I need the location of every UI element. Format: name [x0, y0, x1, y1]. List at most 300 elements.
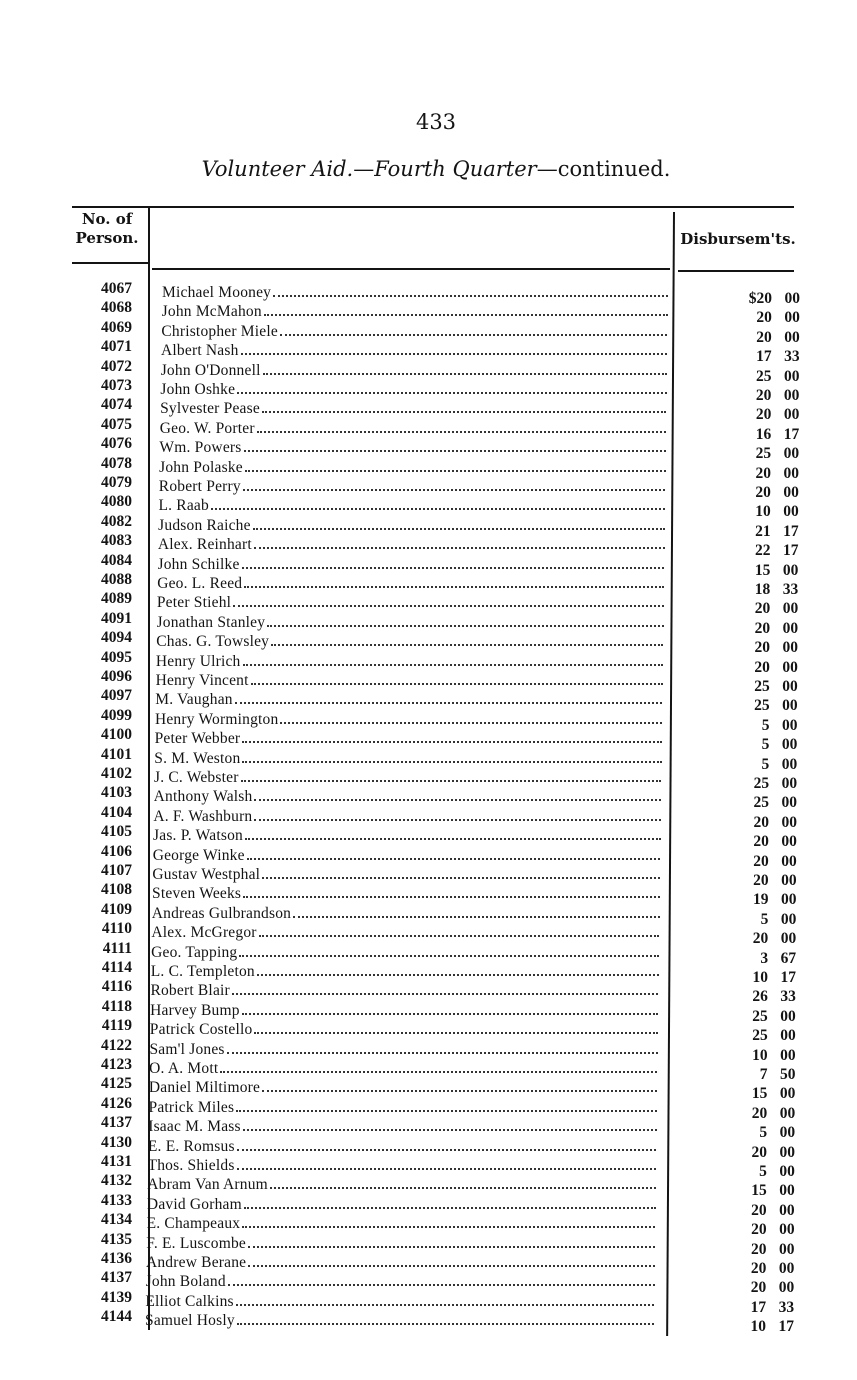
page-title: [0, 157, 857, 181]
amount-cents: 00: [784, 290, 800, 307]
person-number: 4079: [101, 474, 132, 491]
person-name: John Polaske: [159, 458, 243, 476]
dot-leader: [253, 528, 665, 530]
person-name: George Winke: [152, 846, 245, 864]
person-name: Alex. Reinhart: [157, 536, 252, 554]
amount-cents: 50: [779, 1066, 796, 1083]
amount-cents: 00: [781, 736, 798, 754]
person-number: 4110: [101, 920, 132, 938]
person-name-row: [155, 730, 662, 748]
person-name-row: [158, 556, 665, 574]
person-number: 4116: [101, 978, 132, 996]
disbursement-amount: [713, 1124, 795, 1142]
disbursement-amount: [713, 1144, 795, 1162]
dot-leader: [243, 1129, 657, 1131]
person-number: 4122: [101, 1036, 132, 1054]
amount-cents: 17: [778, 1318, 794, 1336]
title-dash-2: —: [536, 157, 558, 181]
person-number: 4074: [101, 396, 132, 414]
disbursement-amount: [715, 736, 797, 754]
person-name: John Schilke: [157, 555, 240, 573]
person-number: 4119: [101, 1017, 132, 1035]
column-header-line-2: Person.: [75, 229, 139, 247]
amount-cents: 00: [782, 658, 798, 676]
disbursement-amount: [714, 911, 796, 929]
dot-leader: [220, 1071, 657, 1073]
dot-leader: [242, 1013, 659, 1015]
amount-dollars: 10: [750, 1318, 766, 1336]
amount-cents: 00: [781, 775, 798, 792]
amount-cents: 00: [782, 678, 798, 695]
dot-leader: [254, 799, 661, 801]
person-number: 4130: [101, 1133, 132, 1151]
person-name-row: [152, 905, 660, 923]
amount-cents: 00: [783, 445, 800, 463]
amount-dollars: 20: [754, 619, 771, 637]
dot-leader: [271, 644, 663, 646]
person-name: Abram Van Arnum: [147, 1176, 268, 1194]
person-number: 4123: [101, 1056, 132, 1073]
dot-leader: [242, 741, 662, 743]
disbursement-amount: [713, 1163, 795, 1181]
person-name: Jonathan Stanley: [156, 613, 266, 631]
person-number: 4131: [101, 1153, 132, 1170]
person-name: John O'Donnell: [160, 361, 261, 379]
dot-leader: [247, 858, 661, 860]
dot-leader: [254, 819, 660, 821]
person-name: Henry Ulrich: [155, 652, 241, 670]
person-name: Geo. Tapping: [151, 943, 238, 961]
amount-dollars: 20: [756, 328, 772, 346]
person-name-row: [159, 439, 665, 457]
dot-leader: [232, 993, 659, 995]
person-name: M. Vaughan: [155, 691, 233, 709]
person-name-row: [152, 866, 660, 884]
person-name-row: [154, 750, 661, 768]
disbursement-amount: [714, 969, 796, 987]
dot-leader: [237, 1168, 657, 1170]
person-name: Patrick Miles: [148, 1098, 235, 1116]
amount-cents: 17: [780, 969, 797, 986]
amount-cents: 00: [782, 619, 799, 637]
person-name: John Oshke: [160, 381, 236, 398]
person-number: 4100: [101, 726, 132, 744]
header-bottom-rule-right: [678, 270, 794, 272]
disbursement-amount: [715, 794, 797, 812]
amount-dollars: 5: [761, 755, 770, 773]
amount-dollars: 20: [751, 1201, 767, 1219]
amount-dollars: 25: [752, 1007, 768, 1025]
amount-dollars: 20: [751, 1143, 768, 1161]
person-name: Peter Stiehl: [156, 594, 232, 612]
person-name-row: [156, 672, 663, 690]
amount-dollars: 5: [760, 910, 769, 928]
person-number: 4105: [101, 823, 132, 841]
amount-cents: 00: [778, 1240, 795, 1258]
person-name: Robert Blair: [150, 982, 230, 1000]
dot-leader: [241, 780, 662, 782]
person-number: 4078: [101, 454, 132, 472]
disbursement-amount: [717, 484, 799, 502]
page-number: 433: [415, 110, 457, 134]
dot-leader: [236, 1110, 657, 1112]
person-name: Albert Nash: [161, 342, 239, 360]
person-name: Samuel Hosly: [145, 1312, 235, 1330]
person-name-row: [153, 808, 661, 826]
person-number: 4108: [101, 881, 132, 899]
person-name: Michael Mooney: [162, 284, 272, 301]
person-name-row: [146, 1273, 655, 1291]
disbursement-amount: [713, 1105, 795, 1123]
person-name-row: [150, 1002, 658, 1020]
amount-cents: 67: [780, 949, 797, 967]
amount-cents: 00: [779, 1085, 796, 1103]
person-name-row: [145, 1312, 654, 1330]
person-name: S. M. Weston: [154, 749, 241, 767]
amount-dollars: 17: [756, 348, 772, 366]
amount-cents: 00: [784, 328, 800, 346]
disbursement-amount: [714, 891, 796, 909]
person-name: John McMahon: [161, 303, 262, 321]
header-bottom-rule-left: [72, 262, 148, 264]
amount-cents: 00: [779, 1143, 796, 1161]
amount-cents: 00: [783, 484, 799, 501]
amount-cents: 00: [780, 1027, 796, 1045]
disbursement-amount: [718, 329, 800, 347]
dot-leader: [254, 547, 665, 549]
amount-dollars: 20: [750, 1260, 767, 1277]
person-name-row: [160, 420, 666, 438]
person-number: 4107: [101, 862, 132, 879]
amount-cents: 17: [783, 522, 799, 540]
amount-dollars: 20: [754, 600, 771, 618]
amount-cents: 00: [780, 1046, 796, 1064]
disbursement-amount: [713, 1182, 795, 1200]
person-name: Judson Raiche: [158, 516, 251, 534]
person-name-row: [158, 497, 665, 515]
person-name: O. A. Mott: [149, 1060, 219, 1077]
amount-dollars: 5: [761, 716, 770, 734]
person-name-row: [148, 1157, 657, 1175]
dot-leader: [237, 1149, 657, 1151]
amount-cents: 00: [782, 716, 798, 734]
disbursement-amount: [713, 1202, 795, 1220]
person-number: 4083: [101, 532, 132, 550]
person-number: 4096: [101, 668, 132, 685]
amount-dollars: $20: [748, 290, 772, 307]
person-name: L. Raab: [158, 497, 209, 515]
person-name-row: [151, 944, 659, 962]
amount-dollars: 20: [755, 387, 772, 404]
dot-leader: [245, 470, 666, 472]
dot-leader: [262, 1090, 657, 1092]
person-number: 4137: [101, 1269, 132, 1287]
person-name-row: [159, 478, 666, 496]
disbursement-amount: [716, 639, 798, 657]
person-name: Andreas Gulbrandson: [151, 904, 292, 922]
person-name: John Boland: [145, 1273, 226, 1291]
amount-cents: 00: [779, 1163, 795, 1180]
disbursement-amount: [718, 309, 800, 327]
person-number: 4103: [101, 784, 132, 802]
amount-cents: 00: [781, 852, 797, 870]
amount-dollars: 20: [750, 1240, 767, 1258]
amount-dollars: 20: [754, 639, 770, 657]
disbursement-amount: [717, 465, 799, 483]
amount-dollars: 20: [751, 1104, 768, 1122]
person-name-row: [147, 1215, 656, 1233]
dot-leader: [236, 1304, 654, 1306]
person-name: Christopher Miele: [161, 322, 278, 340]
person-name-row: [151, 963, 659, 981]
person-name-row: [159, 459, 666, 477]
disbursement-amount: [716, 717, 798, 735]
disbursement-amount: [716, 620, 798, 638]
person-name-row: [153, 827, 661, 845]
dot-leader: [262, 877, 660, 879]
person-number: 4088: [101, 571, 132, 588]
amount-cents: 00: [779, 1221, 795, 1239]
amount-dollars: 20: [755, 464, 771, 482]
person-name: Sam'l Jones: [149, 1040, 225, 1058]
dot-leader: [263, 373, 667, 375]
dot-leader: [251, 683, 663, 685]
person-name-row: [148, 1138, 656, 1156]
person-number: 4136: [101, 1250, 132, 1267]
amount-cents: 00: [783, 406, 800, 424]
person-number: 4133: [101, 1191, 132, 1209]
person-name-row: [145, 1293, 654, 1311]
amount-cents: 33: [778, 1298, 795, 1316]
person-name-row: [160, 381, 666, 399]
person-number: 4139: [101, 1288, 132, 1306]
amount-dollars: 25: [756, 367, 772, 385]
amount-dollars: 15: [754, 561, 771, 579]
person-number: 4075: [101, 415, 132, 433]
person-number: 4118: [101, 997, 132, 1015]
amount-dollars: 20: [753, 833, 769, 851]
dot-leader: [235, 702, 663, 704]
amount-cents: 00: [780, 891, 797, 909]
person-name: Gustav Westphal: [152, 866, 261, 883]
dot-leader: [241, 353, 668, 355]
disbursement-amount: [717, 503, 799, 521]
person-name-row: [150, 1021, 658, 1039]
person-name: Robert Perry: [158, 478, 241, 495]
disbursement-amount: [717, 445, 799, 463]
person-number: 4067: [101, 280, 132, 297]
disbursement-amount: [717, 406, 799, 424]
person-name-row: [156, 633, 663, 651]
person-number: 4080: [101, 493, 132, 511]
person-number: 4104: [101, 803, 132, 821]
person-name-row: [160, 400, 666, 418]
disbursement-amount: [715, 775, 797, 793]
amount-dollars: 10: [752, 969, 769, 986]
amount-dollars: 20: [755, 484, 771, 501]
column-header-person-number: [66, 210, 148, 248]
amount-dollars: 20: [752, 930, 769, 948]
person-number: 4082: [101, 512, 132, 530]
amount-cents: 00: [779, 1182, 795, 1200]
person-name-row: [157, 575, 664, 593]
dot-leader: [245, 838, 661, 840]
person-name: L. C. Templeton: [150, 963, 255, 980]
person-number: 4073: [101, 377, 132, 394]
person-number: 4097: [101, 687, 132, 705]
amount-cents: 00: [782, 697, 798, 715]
column-header-line-1: No. of: [81, 210, 133, 228]
dot-leader: [244, 1207, 656, 1209]
person-name-row: [154, 769, 661, 787]
person-number: 4069: [101, 318, 132, 336]
dot-leader: [237, 392, 667, 394]
person-name: Alex. McGregor: [151, 924, 257, 942]
amount-dollars: 20: [754, 658, 770, 676]
amount-cents: 00: [783, 464, 799, 482]
amount-cents: 17: [783, 542, 799, 560]
amount-cents: 00: [783, 387, 800, 404]
disbursement-amount: [716, 562, 798, 580]
person-name-row: [146, 1235, 655, 1253]
column-header-disbursements: Disbursem'ts.: [680, 230, 796, 248]
person-number: 4132: [101, 1172, 132, 1190]
amount-cents: 00: [780, 910, 797, 928]
dot-leader: [254, 1032, 657, 1034]
person-name-row: [147, 1196, 656, 1214]
disbursement-amount: [717, 426, 799, 444]
person-name: Peter Webber: [154, 730, 241, 748]
person-number: 4111: [102, 939, 132, 957]
title-dash-1: —: [353, 157, 375, 181]
amount-cents: 00: [781, 794, 798, 812]
disbursement-amount: [713, 1085, 795, 1103]
person-name: Harvey Bump: [150, 1001, 240, 1019]
person-name-row: [155, 691, 662, 709]
person-name-row: [153, 847, 661, 865]
disbursement-amount: [712, 1279, 794, 1297]
amount-dollars: 25: [752, 1027, 768, 1045]
disbursement-amount: [718, 368, 800, 386]
person-name: Thos. Shields: [147, 1157, 235, 1174]
amount-cents: 33: [782, 581, 799, 598]
person-number: 4072: [101, 357, 132, 375]
person-name: E. Champeaux: [146, 1215, 241, 1233]
dot-leader: [227, 1052, 658, 1054]
dot-leader: [242, 761, 661, 763]
disbursement-amount: [716, 581, 798, 599]
title-section: Volunteer Aid.: [201, 157, 354, 181]
amount-cents: 00: [781, 872, 797, 889]
disbursement-amount: [717, 542, 799, 560]
amount-dollars: 20: [751, 1221, 767, 1239]
person-name-row: [150, 982, 658, 1000]
amount-dollars: 22: [755, 542, 771, 560]
disbursement-amount: [714, 988, 796, 1006]
disbursement-amount: [715, 756, 797, 774]
person-name-row: [149, 1060, 657, 1078]
amount-cents: 00: [781, 833, 797, 851]
disbursement-amount: [716, 600, 798, 618]
person-name-row: [155, 711, 662, 729]
amount-dollars: 20: [750, 1279, 767, 1297]
amount-dollars: 26: [752, 988, 768, 1006]
amount-dollars: 15: [751, 1085, 768, 1103]
person-name-row: [161, 323, 667, 341]
dot-leader: [243, 664, 663, 666]
person-number: 4071: [101, 338, 132, 356]
person-number: 4125: [101, 1075, 132, 1093]
person-name-row: [152, 885, 660, 903]
person-name: Geo. W. Porter: [159, 419, 255, 437]
amount-cents: 33: [780, 988, 796, 1006]
person-number: 4114: [101, 959, 132, 976]
person-name: A. F. Washburn: [153, 807, 253, 825]
dot-leader: [211, 508, 665, 510]
person-name: Henry Vincent: [155, 672, 249, 689]
amount-cents: 00: [782, 600, 799, 618]
person-name: Patrick Costello: [149, 1021, 253, 1039]
disbursement-amount: [712, 1260, 794, 1278]
person-name-row: [154, 788, 661, 806]
dot-leader: [280, 334, 667, 336]
disbursement-amount: [714, 930, 796, 948]
amount-cents: 00: [784, 309, 800, 327]
amount-cents: 00: [782, 639, 798, 657]
amount-dollars: 25: [753, 794, 770, 812]
disbursement-amount: [715, 833, 797, 851]
amount-cents: 00: [781, 755, 798, 773]
person-name: J. C. Webster: [153, 769, 239, 786]
person-name: Andrew Berane: [145, 1254, 247, 1271]
disbursement-amount: [716, 697, 798, 715]
person-number: 4095: [101, 648, 132, 666]
amount-cents: 00: [781, 813, 797, 831]
disbursement-amount: [717, 387, 799, 405]
person-name: Geo. L. Reed: [157, 575, 243, 592]
dot-leader: [257, 431, 666, 433]
person-number: 4076: [101, 435, 132, 453]
dot-leader: [293, 916, 659, 918]
person-name: Sylvester Pease: [160, 400, 260, 418]
amount-cents: 00: [784, 367, 800, 385]
disbursement-amount: [716, 659, 798, 677]
person-name: Chas. G. Towsley: [156, 633, 270, 651]
dot-leader: [242, 1226, 655, 1228]
person-name-row: [157, 594, 664, 612]
dot-leader: [259, 935, 660, 937]
person-name-row: [161, 342, 667, 360]
amount-dollars: 25: [755, 445, 772, 463]
amount-cents: 00: [780, 1007, 796, 1025]
dot-leader: [242, 567, 665, 569]
dot-leader: [239, 955, 659, 957]
amount-dollars: 20: [756, 309, 772, 327]
person-number: 4091: [101, 609, 132, 627]
disbursement-amount: [715, 872, 797, 890]
amount-cents: 33: [784, 348, 800, 366]
person-number: 4106: [101, 842, 132, 860]
person-name-row: [162, 284, 668, 302]
dot-leader: [257, 974, 659, 976]
dot-leader: [270, 1187, 656, 1189]
disbursement-amount: [717, 523, 799, 541]
amount-dollars: 5: [759, 1124, 768, 1142]
disbursement-amount: [712, 1299, 794, 1317]
person-name-row: [149, 1041, 657, 1059]
amount-cents: 00: [780, 930, 797, 948]
dot-leader: [228, 1284, 655, 1286]
